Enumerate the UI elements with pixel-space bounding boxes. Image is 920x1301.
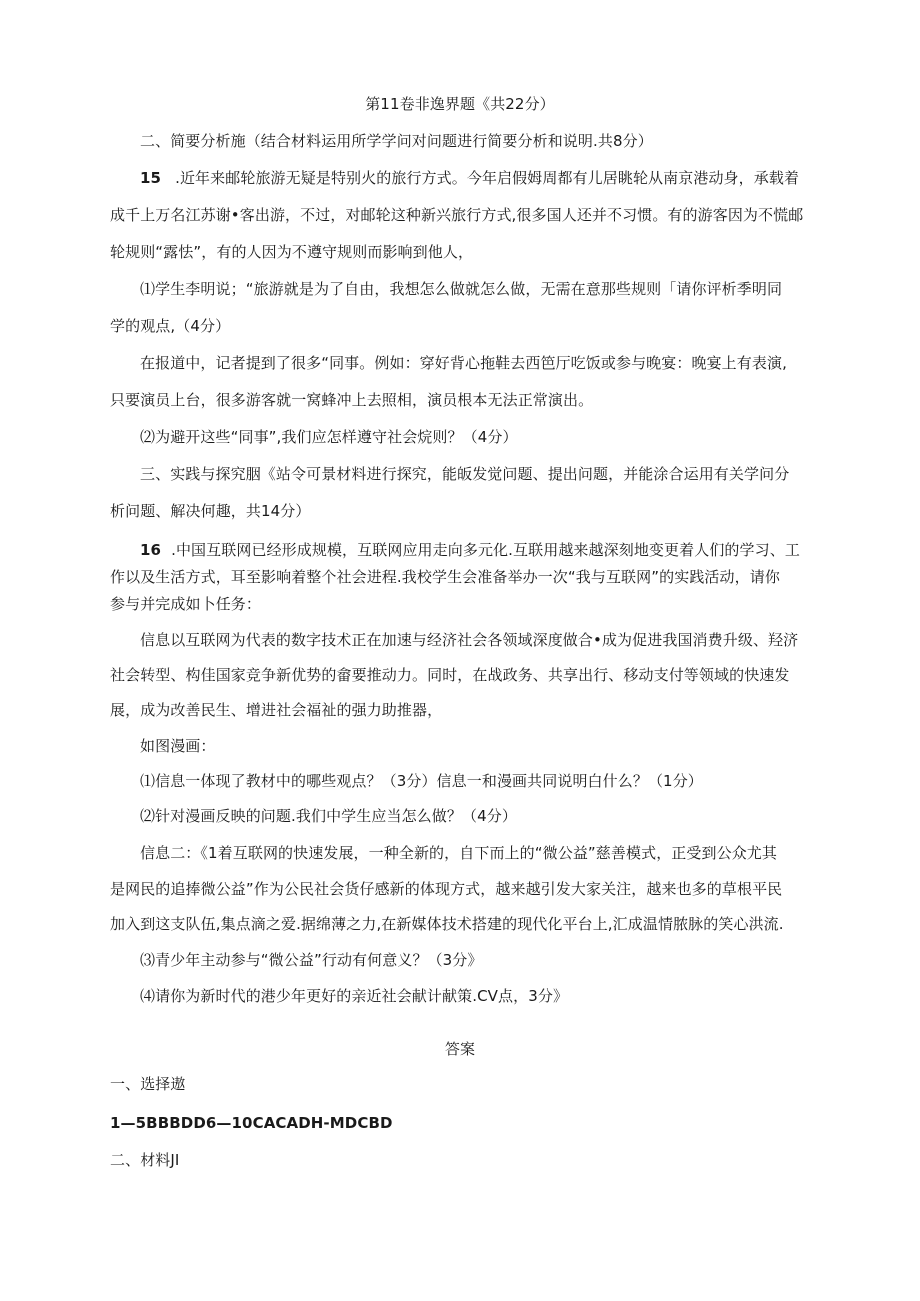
- q16-info1-line3: 展，成为改善民生、增进社会福祉的强力助推器，: [110, 701, 443, 719]
- answer-part1-heading: 一、选择遨: [110, 1075, 186, 1093]
- q15-line1: .近年来邮轮旅游无疑是特别火的旅行方式。今年启假姆周都有儿居眺轮从南京港动身，承载着: [175, 169, 800, 187]
- q16-line2: 作以及生活方式，耳至影响着整个社会进程.我校学生会准备举办一次“我与互联网”的实践活动，请你: [110, 568, 780, 586]
- q15-line3: 轮规则“露怯”，有的人因为不遵守规则而影响到他人，: [110, 243, 474, 261]
- part3-heading-line1: 三、实践与探究胭《站令可景材料进行探究，能皈发觉问题、提出问题，并能涂合运用有关学问分: [140, 465, 790, 483]
- answer-title: 答案: [444, 1040, 476, 1058]
- answer-choices: 1—5BBBDD6—10CACADH-MDCBD: [110, 1114, 393, 1132]
- q15-sub2: ⑵为避开这些“同事”,我们应怎样遵守社会烷则？（4分）: [140, 428, 518, 446]
- q16-info2-line2: 是网民的追捧微公益”作为公民社会货仔感新的体现方式，越来越引发大家关注，越来也多的草根平民: [110, 880, 783, 898]
- q15-report-line1: 在报道中，记者提到了很多“同事。例如：穿好背心拖鞋去西笆厅吃饭或参与晚宴：晚宴上有表演,: [140, 354, 787, 372]
- q16-info1-line1: 信息以互联网为代表的数字技术正在加速与经济社会各领域深度做合•成为促进我国消费升级、羟济: [140, 631, 799, 649]
- q16-line1: .中国互联网已经形成规模，互联网应用走向多元化.互联用越来越深刻地变更着人们的学习、工: [171, 541, 800, 559]
- q16-number: 16: [140, 541, 162, 559]
- answer-part2-heading: 二、材料JI: [110, 1151, 180, 1169]
- q15-report-line2: 只要演员上台，很多游客就一窝蜂冲上去照相，演员根本无法正常演出。: [110, 391, 594, 409]
- q16-info1-line2: 社会转型、构佳国家竞争新优势的畲要推动力。同时，在战政务、共享出行、移动支付等领域的快速发: [110, 666, 790, 684]
- q16-sub4: ⑷请你为新时代的港少年更好的亲近社会献计献策.CV点，3分》: [140, 987, 569, 1005]
- q16-first-line: [140, 540, 800, 560]
- q15-sub1-line2: 学的观点,（4分）: [110, 317, 231, 335]
- q15-sub1-line1: ⑴学生李明说；“旅游就是为了自由，我想怎么做就怎么做，无需在意那些规则「请你评析季明同: [140, 280, 783, 298]
- q15-first-line: [140, 168, 799, 188]
- q16-info2-line1: 信息二：《1着互联网的快速发展，一种全新的，自下而上的“微公益”慈善模式，正受到公众尤其: [140, 844, 777, 862]
- section-title: 第11卷非逸界题《共22分）: [365, 95, 555, 113]
- q16-sub1: ⑴信息一体现了教材中的哪些观点？（3分）信息一和漫画共同说明白什么？（1分）: [140, 772, 703, 790]
- q16-sub2: ⑵针对漫画反映的问题.我们中学生应当怎么做？（4分）: [140, 807, 517, 825]
- q15-number: 15: [140, 169, 162, 187]
- q16-info2-line3: 加入到这支队伍,集点滴之爱.据绵薄之力,在新媒体技术搭建的现代化平台上,汇成温情脓脉的笑心洪流.: [110, 915, 784, 933]
- q16-sub3: ⑶青少年主动参与“微公益”行动有何意义？（3分》: [140, 951, 483, 969]
- q16-cartoon: 如图漫画：: [140, 737, 216, 755]
- part3-heading-line2: 析问题、解决何趣，共14分）: [110, 502, 311, 520]
- part2-heading: 二、简要分析施（结合材料运用所学学问对问题进行简要分析和说明.共8分）: [140, 132, 653, 150]
- q15-line2: 成千上万名江苏谢•客出游，不过，对邮轮这种新兴旅行方式,很多国人还并不习惯。有的游客因为不慌邮: [110, 206, 804, 224]
- q16-line3: 参与并完成如卜任务：: [110, 595, 262, 613]
